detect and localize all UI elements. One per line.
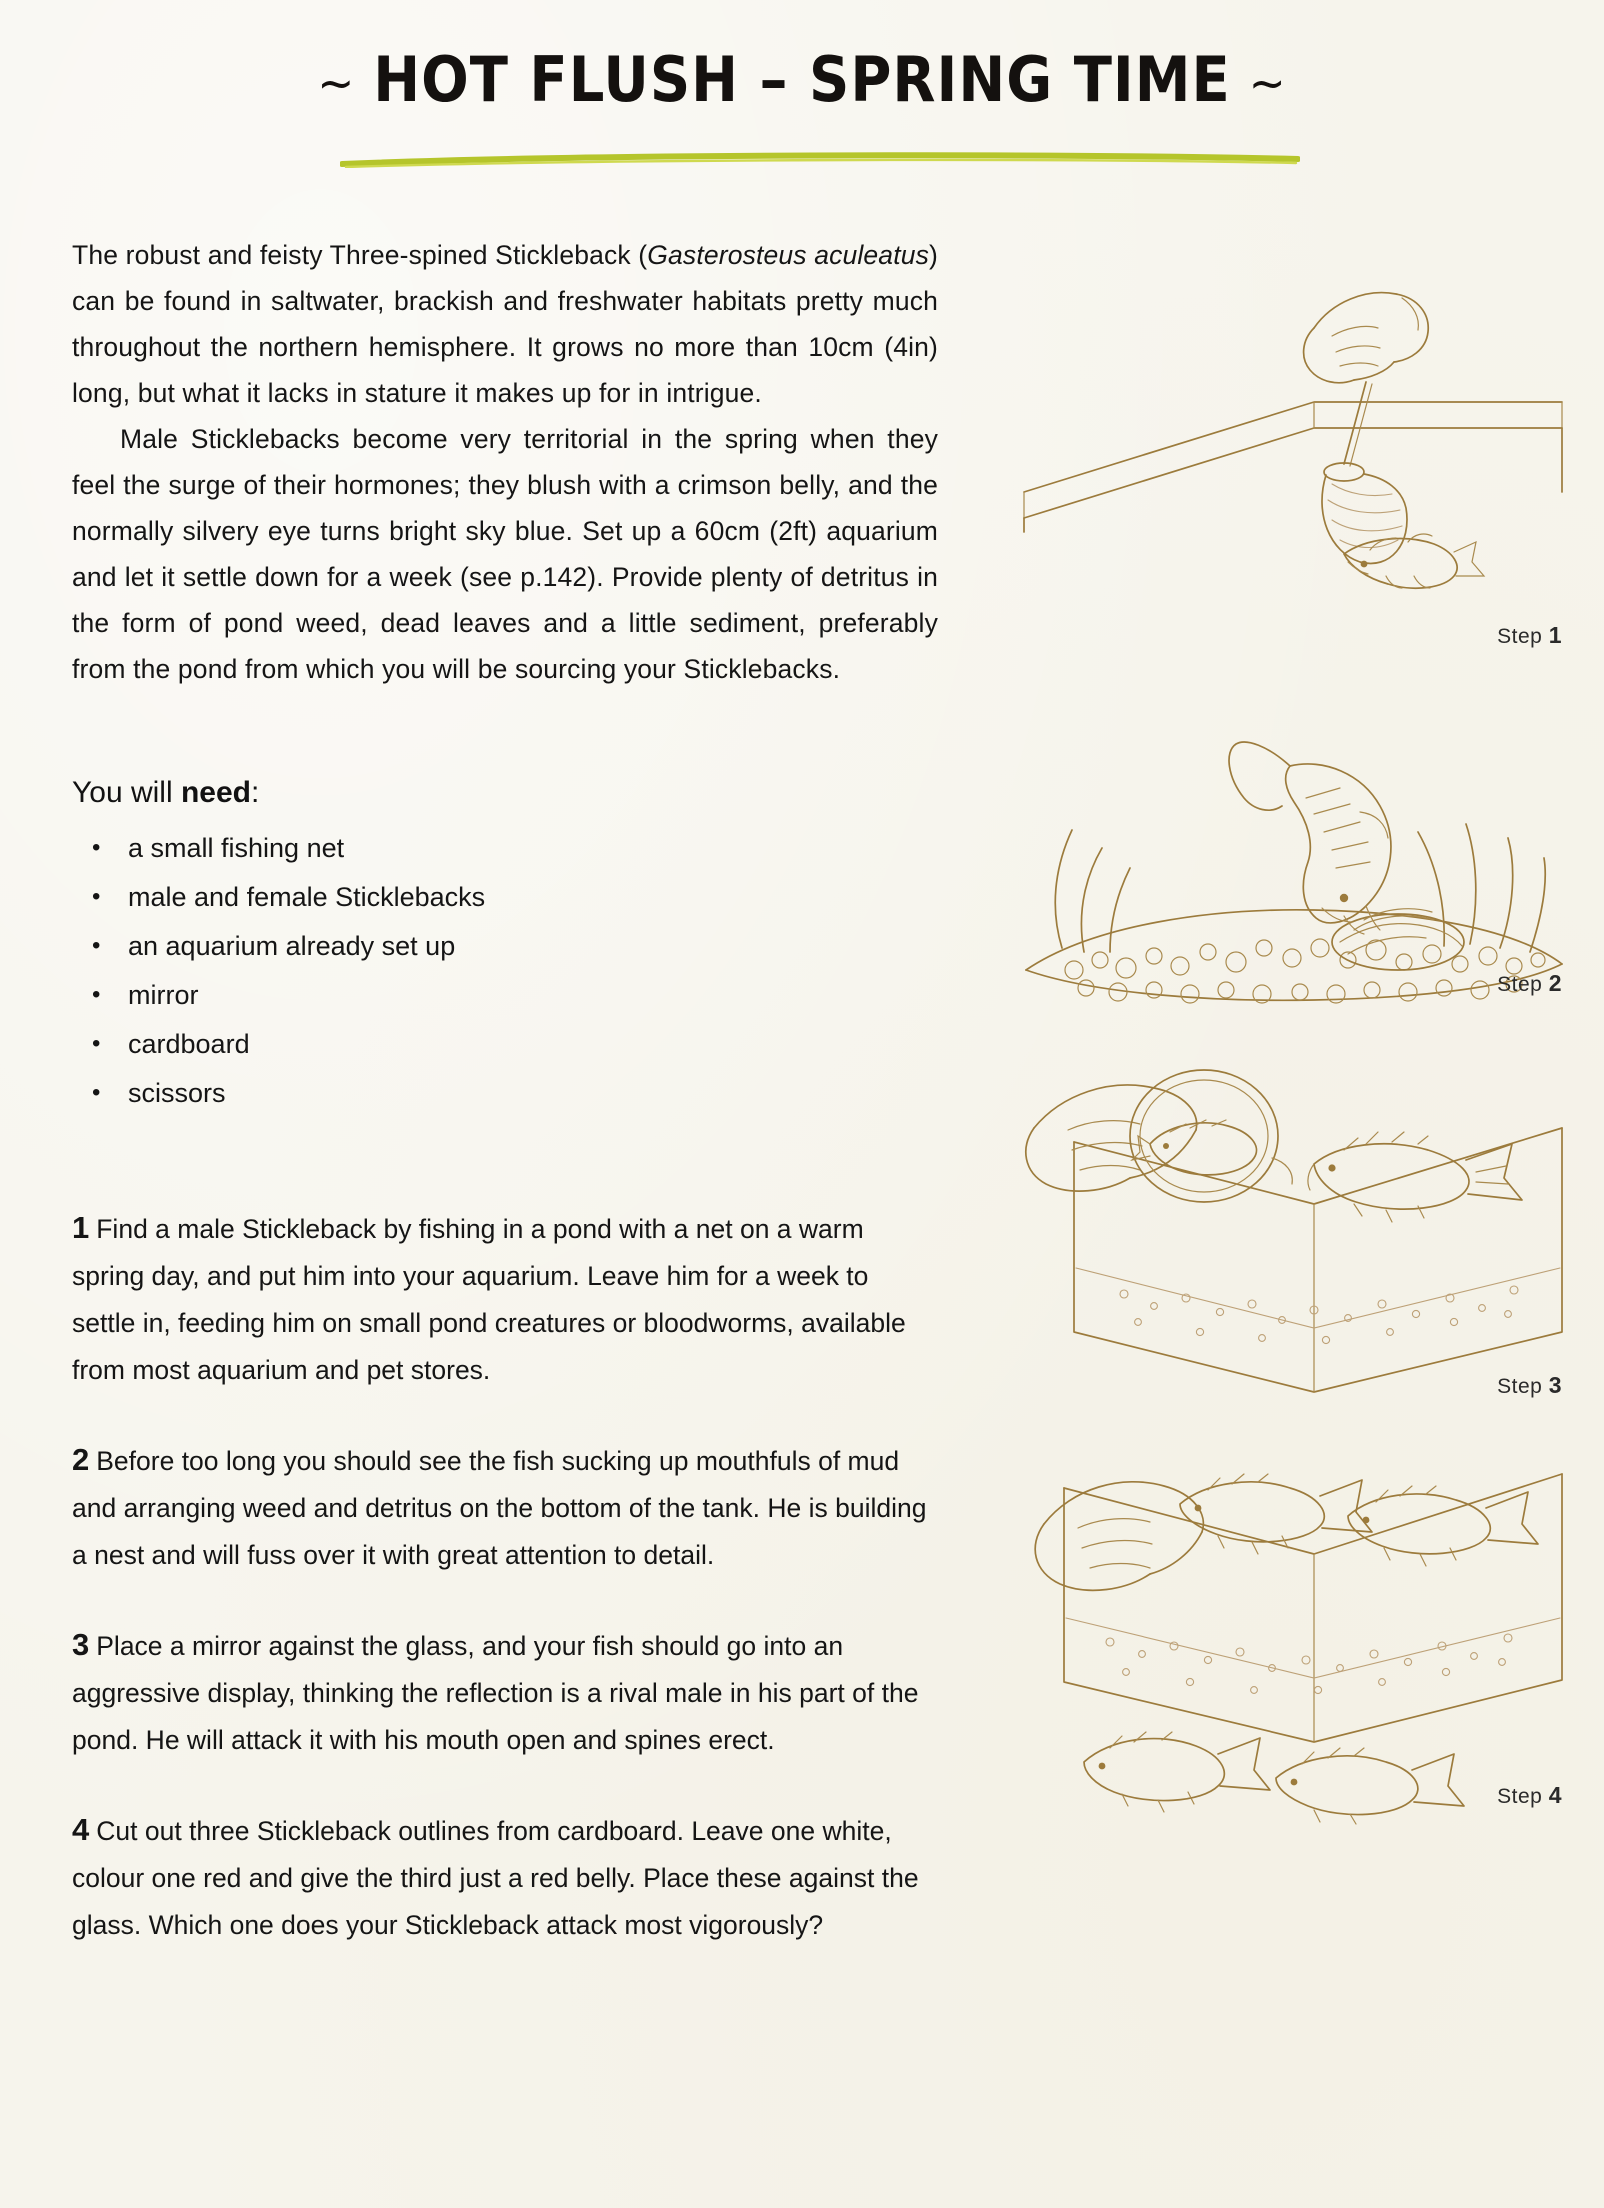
caption-label: Step [1497,1375,1543,1398]
step-text: Find a male Stickleback by fishing in a pond with a net on a warm spring day, and put him into your aquarium. Leave him for a week to settle in, feeding him on small pond creatures or bloodworms, available from most aquarium and pet stores. [72,1214,906,1385]
materials-list [72,824,938,1118]
illustration-step-3 [1014,1032,1574,1432]
step-number: 1 [72,1210,90,1245]
step-paragraph-2 [72,1436,938,1579]
step-text: Cut out three Stickleback outlines from cardboard. Leave one white, colour one red and give the third just a red belly. Place these against the glass. Which one does your Stickleback attack most vigorously? [72,1816,919,1940]
caption-label: Step [1497,1785,1543,1808]
illustration-column [1014,232,1574,1832]
list-item: • scissors [72,1069,938,1118]
caption-number: 4 [1548,1782,1562,1808]
illustration-step-1 [1014,232,1574,702]
caption-number: 3 [1548,1372,1562,1398]
net-and-tank-drawing-icon [1014,232,1574,672]
caption-number: 2 [1548,970,1562,996]
illustration-step-2 [1014,702,1574,1032]
step-4-caption [1497,1782,1562,1809]
list-item: • male and female Sticklebacks [72,873,938,922]
species-scientific-name: Gasterosteus aculeatus [647,240,929,270]
title-tilde-left: ~ [317,55,356,113]
step-text: Place a mirror against the glass, and your fish should go into an aggressive display, thinking the reflection is a rival male in his part of the pond. He will attack it with his mouth open and spines erect. [72,1631,919,1755]
caption-label: Step [1497,625,1543,648]
list-item: • mirror [72,971,938,1020]
intro-paragraph-1 [72,232,938,416]
nest-building-fish-drawing-icon [1014,702,1574,1022]
step-1-caption [1497,622,1562,649]
step-number: 2 [72,1442,90,1477]
step-paragraph-1 [72,1204,938,1394]
title-underline-rule [340,152,1300,168]
list-item: • a small fishing net [72,824,938,873]
step-3-caption [1497,1372,1562,1399]
illustration-step-4 [1014,1432,1574,1832]
you-will-need-heading [72,776,938,810]
step-2-caption [1497,970,1562,997]
caption-label: Step [1497,973,1543,996]
intro-p1-lead: The robust and feisty Three-spined Stickleback ( [72,240,648,270]
intro-paragraph-2: Male Sticklebacks become very territorial in the spring when they feel the surge of their hormones; they blush with a crimson belly, and the normally silvery eye turns bright sky blue. Set up a 60cm (2ft) aquarium and let it settle down for a week (see p.142). Provide plenty of detritus in the form of pond weed, dead leaves and a little sediment, preferably from the pond from which you will be sourcing your Sticklebacks. [72,424,938,684]
mirror-display-drawing-icon [1014,1032,1574,1422]
step-number: 4 [72,1812,90,1847]
cardboard-cutouts-drawing-icon [1014,1432,1574,1832]
step-text: Before too long you should see the fish sucking up mouthfuls of mud and arranging weed and detritus on the bottom of the tank. He is building a nest and will fuss over it with great attention to detail. [72,1446,927,1570]
need-heading-emphasis: need [180,776,251,809]
need-heading-colon: : [251,776,260,809]
title-text: HOT FLUSH – SPRING TIME [373,44,1231,117]
page-title [0,44,1604,117]
list-item: • an aquarium already set up [72,922,938,971]
intro-p1-tail: ) can be found in saltwater, brackish and freshwater habitats pretty much throughout the northern hemisphere. It grows no more than 10cm (4in) long, but what it lacks in stature it makes up for in intrigue. [72,240,938,408]
list-item: • cardboard [72,1020,938,1069]
article-text-column [72,232,938,1991]
title-tilde-right: ~ [1248,55,1287,113]
step-paragraph-3 [72,1621,938,1764]
step-paragraph-4 [72,1806,938,1949]
caption-number: 1 [1548,622,1562,648]
instruction-steps [72,1204,938,1949]
step-number: 3 [72,1627,90,1662]
need-heading-part1: You will [72,776,181,809]
